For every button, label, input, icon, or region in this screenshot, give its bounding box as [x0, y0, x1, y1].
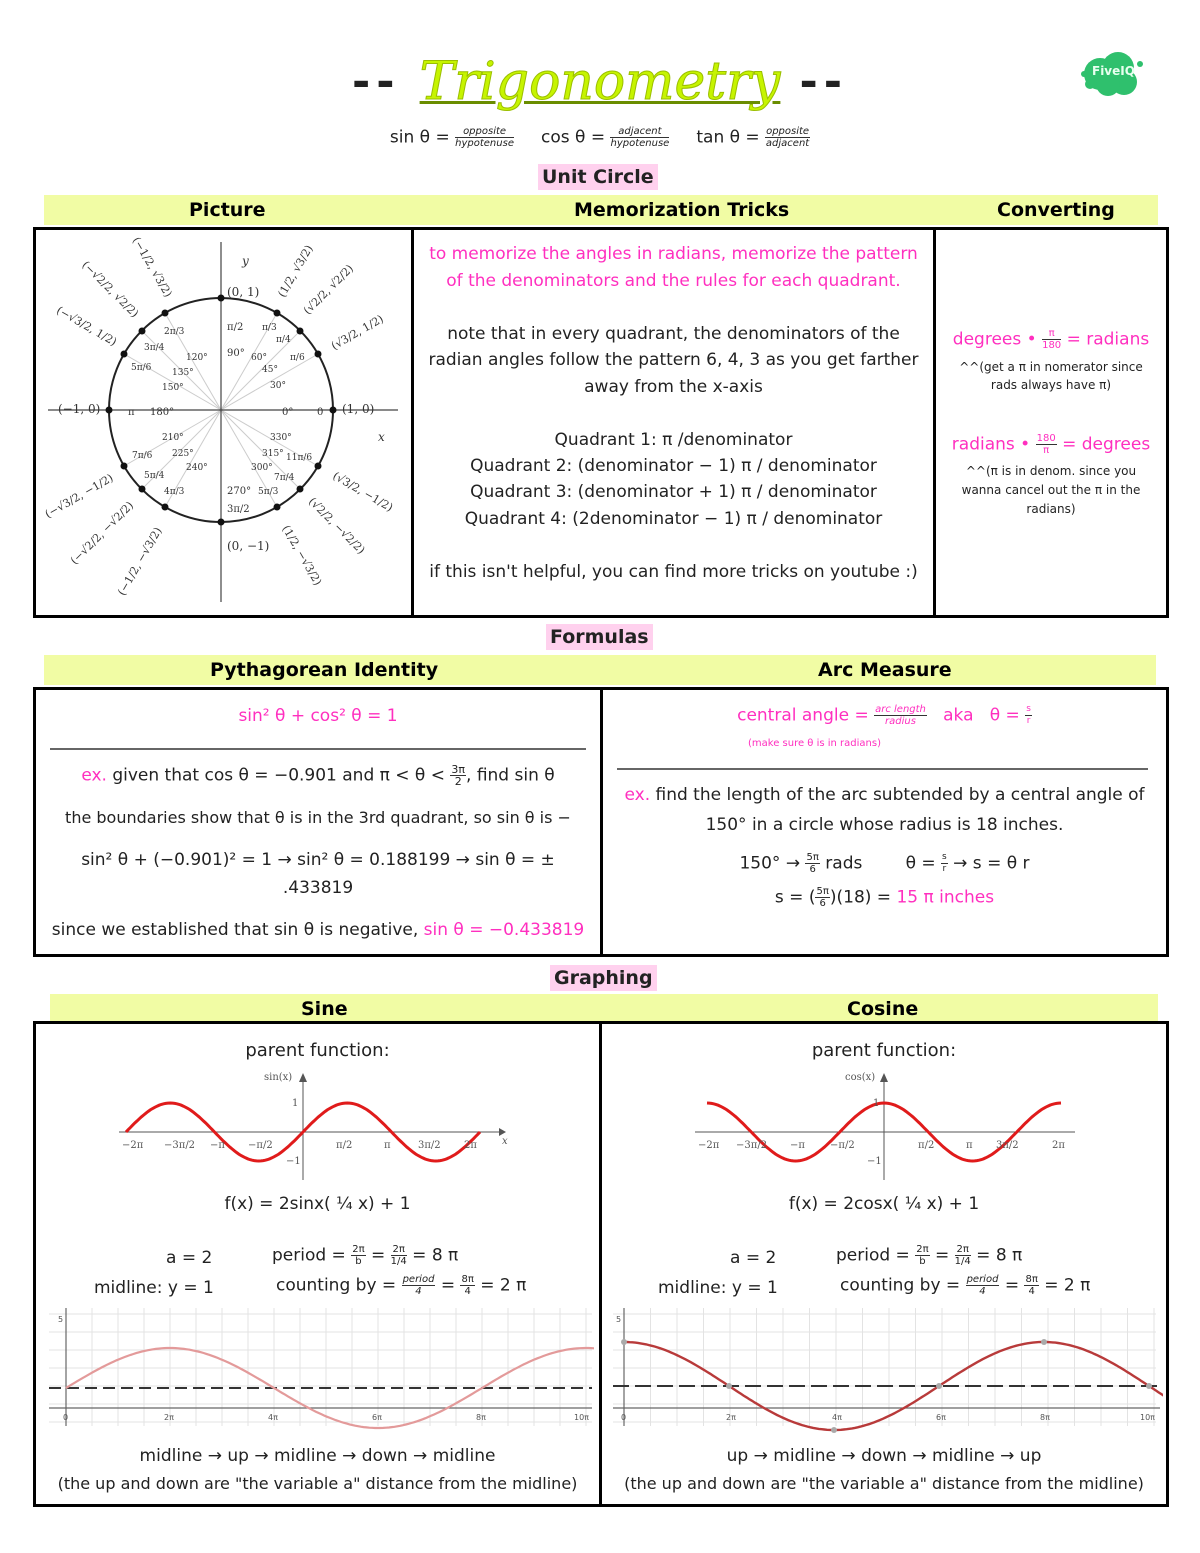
rad-5pi3-label: 5π/3 — [258, 487, 279, 497]
col-converting: Converting — [997, 199, 1115, 221]
sine-fn-label: sin(x) — [264, 1072, 293, 1083]
deg-to-rad-num: π — [1042, 328, 1061, 340]
cosine-period-n2: 2π — [956, 1244, 969, 1255]
tricks-intro-2: of the denominators and the rules for each quadrant. — [446, 271, 901, 291]
pyth-answer: sin θ = −0.433819 — [423, 920, 585, 940]
arc-conv-b: rads — [825, 853, 863, 874]
tan-den: adjacent — [765, 138, 810, 149]
sine-count-frac-2 — [460, 1274, 474, 1297]
tricks-note-3: away from the x-axis — [584, 377, 763, 397]
rad-pi2-label: π/2 — [227, 322, 244, 333]
converting-box — [933, 227, 1169, 618]
arc-calculation — [603, 886, 1166, 909]
title-dash-left: -- — [351, 56, 401, 108]
rad-7pi4-label: 7π/4 — [274, 473, 295, 483]
arc-theta-frac — [1025, 704, 1032, 727]
arc-conv-num: 5π — [806, 852, 819, 863]
tan-label: tan θ = — [696, 127, 760, 148]
sine-explain: (the up and down are "the variable a" distance from the midline) — [57, 1474, 578, 1493]
sine-t-tick-2: 4π — [268, 1413, 278, 1422]
coord-right: (1, 0) — [342, 402, 375, 416]
cosine-count-d2: 4 — [1028, 1286, 1035, 1297]
graphing-bar — [50, 994, 1158, 1024]
cosine-count-n1: period — [966, 1274, 999, 1285]
rad-5pi6-label: 5π/6 — [131, 363, 152, 373]
sine-period-b: = 8 π — [412, 1245, 459, 1266]
tricks-q4: Quadrant 4: (2denominator − 1) π / denominator — [464, 509, 883, 529]
point-0 — [330, 407, 337, 414]
cosine-explain: (the up and down are "the variable a" distance from the midline) — [624, 1474, 1144, 1493]
col-sine: Sine — [301, 998, 348, 1020]
graphing-heading: Graphing — [550, 965, 657, 991]
rad-to-deg-b: = degrees — [1062, 434, 1151, 455]
rad-to-deg-num: 180 — [1036, 433, 1056, 444]
col-arc-measure: Arc Measure — [818, 659, 952, 681]
arc-central-angle — [603, 704, 1166, 727]
sine-period-frac-1 — [351, 1244, 365, 1267]
convert-note-2c: radians) — [1026, 502, 1076, 516]
deg-60-label: 60° — [251, 353, 267, 363]
cosine-example: f(x) = 2cosx( ¼ x) + 1 — [788, 1194, 980, 1214]
deg-240-label: 240° — [186, 463, 208, 473]
sine-a: a = 2 — [166, 1248, 213, 1268]
sine-counting: counting by = $\frac{\text{period}}{4}$ = $\frac{8\pi}{4}$ = 2 π — [276, 1274, 527, 1297]
coord-30: (√3/2, 1/2) — [329, 312, 386, 353]
cosine-period-a: period = — [836, 1245, 910, 1266]
point-60 — [274, 310, 281, 317]
cosine-t-tick-0: 0 — [621, 1413, 627, 1422]
tricks-q3: Quadrant 3: (denominator + 1) π / denominator — [470, 482, 877, 502]
arc-calc-num: 5π — [816, 886, 829, 897]
pyth-ex-tail: , find sin θ — [466, 765, 555, 786]
cosine-y-arrow-icon — [880, 1073, 888, 1082]
cosine-pattern: up → midline → down → midline → up — [726, 1446, 1042, 1466]
cosine-count-b: = 2 π — [1044, 1275, 1091, 1296]
sine-box — [33, 1021, 602, 1507]
col-pythagorean: Pythagorean Identity — [210, 659, 439, 681]
pyth-line-5 — [36, 920, 600, 940]
col-picture: Picture — [189, 199, 266, 221]
cosine-tick-x-1: −3π/2 — [736, 1140, 768, 1151]
sine-count-frac-1 — [402, 1274, 436, 1297]
point-300 — [274, 504, 281, 511]
sine-axis-x: x — [502, 1136, 508, 1147]
arc-measure-box — [600, 687, 1169, 957]
cosine-period-frac-2 — [955, 1244, 971, 1267]
sine-count-n1: period — [402, 1274, 435, 1285]
cosine-parent-label: parent function: — [811, 1040, 957, 1061]
sine-example: f(x) = 2sinx( ¼ x) + 1 — [224, 1194, 411, 1214]
sin-num: opposite — [455, 126, 514, 138]
tricks-intro-1: to memorize the angles in radians, memorize the pattern — [429, 244, 918, 264]
arc-central-frac — [874, 704, 927, 727]
tricks-note-1: note that in every quadrant, the denominators of the — [447, 324, 900, 344]
cosine-tick-x-5: π — [966, 1140, 973, 1151]
pyth-ex-text: given that cos θ = −0.901 and π < θ < — [112, 765, 445, 786]
cosine-t-tick-5: 10π — [1140, 1413, 1155, 1422]
deg-90-label: 90° — [227, 348, 245, 359]
sine-t-tick-4: 8π — [476, 1413, 486, 1422]
deg-210-label: 210° — [162, 433, 184, 443]
rad-3pi2-label: 3π/2 — [227, 504, 250, 515]
sine-period-n1: 2π — [352, 1244, 365, 1255]
pyth-line-3: sin² θ + (−0.901)² = 1 → sin² θ = 0.188199 → sin θ = ± — [81, 850, 555, 870]
point-225 — [139, 486, 146, 493]
point-330 — [315, 463, 322, 470]
coord-330: (√3/2, −1/2) — [330, 469, 396, 515]
sine-period: period = $\frac{2\pi}{b}$ = $\frac{2\pi}{1/4}$ = 8 π — [272, 1244, 459, 1267]
cosine-key-point — [936, 1383, 942, 1389]
sine-y-arrow-icon — [299, 1073, 307, 1082]
convert-note-2a: ^^(π is in denom. since you — [965, 464, 1137, 478]
sine-tick-x-1: −3π/2 — [164, 1140, 196, 1151]
point-120 — [162, 310, 169, 317]
sine-count-b: = 2 π — [480, 1275, 527, 1296]
sine-tick-x-0: −2π — [122, 1140, 144, 1151]
coord-240: (−1/2, −√3/2) — [115, 525, 165, 598]
formulas-bar — [44, 655, 1156, 685]
deg-120-label: 120° — [186, 353, 208, 363]
tricks-outro: if this isn't helpful, you can find more tricks on youtube :) — [429, 562, 918, 582]
arc-theta-eq: θ = — [989, 705, 1020, 726]
sine-count-d2: 4 — [464, 1286, 471, 1297]
sine-count-n2: 8π — [461, 1274, 474, 1285]
point-150 — [121, 351, 128, 358]
rad-pi3-label: π/3 — [262, 323, 277, 333]
arc-formula: θ = — [905, 853, 936, 874]
cosine-period-n1: 2π — [916, 1244, 929, 1255]
sine-tick-x-5: π — [384, 1140, 391, 1151]
sine-period-n2: 2π — [392, 1244, 405, 1255]
coord-left: (−1, 0) — [58, 402, 101, 416]
cosine-period: period = $\frac{2\pi}{b}$ = $\frac{2\pi}{1/4}$ = 8 π — [836, 1244, 1023, 1267]
cosine-tick-x-0: −2π — [698, 1140, 720, 1151]
sine-x-arrow-icon — [499, 1128, 506, 1136]
arc-calc-den: 6 — [819, 898, 826, 909]
sine-period-d2: 1/4 — [390, 1256, 407, 1267]
arc-ex-text-1: find the length of the arc subtended by a central angle of — [655, 785, 1145, 805]
cosine-tick-x-3: −π/2 — [830, 1140, 855, 1151]
sine-t-tick-5: 10π — [574, 1413, 589, 1422]
point-180 — [106, 407, 113, 414]
rad-to-deg-a: radians • — [951, 434, 1031, 455]
cosine-count-frac-2 — [1024, 1274, 1038, 1297]
cosine-counting: counting by = $\frac{\text{period}}{4}$ = $\frac{8\pi}{4}$ = 2 π — [840, 1274, 1091, 1297]
cos-fraction — [610, 126, 669, 149]
arc-central-a: central angle = — [737, 705, 869, 726]
point-210 — [121, 463, 128, 470]
logo — [1078, 50, 1148, 98]
convert-note-2b: wanna cancel out the π in the — [961, 483, 1141, 497]
sine-tick-x-3: −π/2 — [248, 1140, 273, 1151]
pyth-identity: sin² θ + cos² θ = 1 — [238, 706, 398, 726]
rad-2pi3-label: 2π/3 — [164, 327, 185, 337]
coord-top: (0, 1) — [227, 285, 260, 299]
trig-ratios — [0, 126, 1200, 149]
cosine-key-point — [726, 1383, 732, 1389]
cosine-transformed-graph — [608, 1306, 1163, 1436]
sine-tick-x-4: π/2 — [336, 1140, 353, 1151]
cosine-t-tick-1: 2π — [726, 1413, 736, 1422]
x-axis-label: x — [378, 430, 385, 444]
arc-formula-b: → s = θ r — [953, 853, 1030, 874]
pyth-ex-frac — [450, 764, 466, 787]
tan-num: opposite — [766, 126, 810, 137]
point-315 — [297, 486, 304, 493]
arc-central-num: arc length — [875, 704, 926, 715]
deg-to-rad-b: = radians — [1066, 329, 1150, 350]
rad-0-label: 0 — [317, 407, 324, 418]
coord-210: (−√3/2, −1/2) — [42, 471, 116, 521]
cos-den: hypotenuse — [610, 138, 670, 149]
sin-label: sin θ = — [389, 127, 450, 148]
sine-t-tick-1: 2π — [164, 1413, 174, 1422]
cosine-tick-1: 1 — [873, 1098, 880, 1109]
arc-calc-b: )(18) = — [829, 887, 892, 908]
coord-225: (−√2/2, −√2/2) — [67, 498, 137, 568]
cosine-count-a: counting by = — [840, 1275, 961, 1296]
arc-conv-a: 150° → — [739, 853, 801, 874]
sine-t-y-tick: 5 — [58, 1315, 64, 1324]
rad-to-deg-frac — [1036, 433, 1057, 456]
sine-period-d1: b — [355, 1256, 362, 1267]
arc-note: (make sure θ is in radians) — [747, 738, 881, 749]
sine-count-a: counting by = — [276, 1275, 397, 1296]
rad-11pi6-label: 11π/6 — [286, 453, 313, 463]
cosine-tick-m1: −1 — [867, 1156, 882, 1167]
deg-to-rad-a: degrees • — [952, 329, 1037, 350]
sine-tick-m1: −1 — [286, 1156, 301, 1167]
sine-transformed-graph — [44, 1306, 594, 1436]
arc-example-1 — [603, 785, 1166, 805]
coord-120: (−1/2, √3/2) — [129, 234, 175, 300]
deg-150-label: 150° — [162, 383, 184, 393]
pyth-example — [36, 764, 600, 787]
tricks-q2: Quadrant 2: (denominator − 1) π / denominator — [470, 456, 877, 476]
arc-example-2: 150° in a circle whose radius is 18 inches. — [705, 815, 1064, 835]
rad-7pi6-label: 7π/6 — [132, 451, 153, 461]
arc-conversion — [603, 852, 1166, 875]
arc-divider — [617, 768, 1148, 770]
point-240 — [162, 504, 169, 511]
arc-conv-frac — [805, 852, 819, 875]
sin-fraction — [455, 126, 514, 149]
rad-4pi3-label: 4π/3 — [164, 487, 185, 497]
pythagorean-box — [33, 687, 603, 957]
coord-60: (1/2, √3/2) — [275, 242, 316, 300]
arc-calc-frac — [815, 886, 829, 909]
coord-45: (√2/2, √2/2) — [300, 261, 357, 318]
cosine-period-d1: b — [919, 1256, 926, 1267]
arc-central-den: radius — [885, 716, 916, 727]
pyth-ex-num: 3π — [451, 763, 466, 776]
sine-t-tick-0: 0 — [63, 1413, 69, 1422]
tan-fraction — [765, 126, 810, 149]
coord-bottom: (0, −1) — [227, 539, 270, 553]
sine-t-tick-3: 6π — [372, 1413, 382, 1422]
sine-tick-1: 1 — [292, 1098, 299, 1109]
sine-midline: midline: y = 1 — [94, 1278, 214, 1298]
unit-circle-heading: Unit Circle — [538, 164, 658, 190]
arc-formula-den: r — [942, 864, 947, 874]
cosine-period-frac-1 — [915, 1244, 929, 1267]
arc-calc-a: s = ( — [774, 887, 816, 908]
cosine-t-tick-2: 4π — [832, 1413, 842, 1422]
rad-pi4-label: π/4 — [276, 335, 291, 345]
deg-30-label: 30° — [270, 381, 286, 391]
title-dash-right: -- — [799, 56, 849, 108]
coord-300: (1/2, −√3/2) — [279, 523, 325, 588]
formulas-heading: Formulas — [546, 624, 653, 650]
cosine-box — [599, 1021, 1169, 1507]
unit-circle-diagram — [36, 230, 411, 615]
convert-note-1b: rads always have π) — [990, 378, 1112, 392]
unit-circle-picture-box — [33, 227, 414, 618]
pyth-ex-label: ex. — [81, 765, 107, 786]
cosine-tick-x-6: 3π/2 — [996, 1140, 1019, 1151]
rad-pi6-label: π/6 — [290, 353, 305, 363]
cosine-tick-x-2: −π — [790, 1140, 805, 1151]
cosine-fn-label: cos(x) — [845, 1072, 876, 1083]
cosine-a: a = 2 — [730, 1248, 777, 1268]
deg-330-label: 330° — [270, 433, 292, 443]
deg-to-rad-frac — [1042, 328, 1061, 351]
cosine-count-d1: 4 — [979, 1286, 986, 1297]
cosine-key-point — [1146, 1383, 1152, 1389]
cosine-count-frac-1 — [966, 1274, 1000, 1297]
title-row — [0, 52, 1200, 122]
deg-270-label: 270° — [227, 486, 252, 497]
arc-result: 15 π inches — [896, 887, 995, 908]
arc-theta-den: r — [1026, 716, 1031, 726]
arc-ex-label: ex. — [624, 785, 651, 805]
cosine-tick-x-4: π/2 — [918, 1140, 935, 1151]
point-30 — [315, 351, 322, 358]
convert-note-1a: ^^(get a π in nomerator since — [959, 360, 1143, 374]
point-45 — [297, 328, 304, 335]
cosine-t-tick-4: 8π — [1040, 1413, 1050, 1422]
cosine-count-n2: 8π — [1025, 1274, 1038, 1285]
page-title: Trigonometry — [419, 52, 781, 112]
rad-3pi4-label: 3π/4 — [144, 343, 165, 353]
logo-text: FiveIQ — [1092, 64, 1135, 78]
pyth-line-5a: since we established that sin θ is negative, — [51, 920, 419, 940]
arc-conv-den: 6 — [809, 864, 816, 875]
cosine-t-tick-3: 6π — [936, 1413, 946, 1422]
cos-label: cos θ = — [541, 127, 606, 148]
point-270 — [218, 519, 225, 526]
cosine-key-point — [831, 1427, 837, 1433]
coord-315: (√2/2, −√2/2) — [305, 494, 368, 557]
coord-150: (−√3/2, 1/2) — [54, 303, 119, 349]
sin-den: hypotenuse — [455, 138, 514, 149]
sine-parent-label: parent function: — [245, 1040, 390, 1061]
y-axis-label: y — [242, 254, 249, 268]
cosine-midline: midline: y = 1 — [658, 1278, 778, 1298]
deg-180-label: 180° — [150, 407, 175, 418]
arc-theta-num: s — [1026, 704, 1031, 714]
cosine-key-point — [621, 1339, 627, 1345]
tricks-q1: Quadrant 1: π /denominator — [554, 430, 793, 450]
cosine-parent-graph — [690, 1068, 1090, 1188]
sine-tick-x-2: −π — [210, 1140, 225, 1151]
cosine-period-d2: 1/4 — [954, 1256, 971, 1267]
point-90 — [218, 295, 225, 302]
memorization-box — [411, 227, 936, 618]
cosine-t-y-tick: 5 — [616, 1315, 622, 1324]
sine-count-d1: 4 — [415, 1286, 422, 1297]
pyth-line-4: .433819 — [282, 878, 354, 898]
deg-to-rad — [936, 328, 1166, 351]
rad-5pi4-label: 5π/4 — [144, 471, 165, 481]
sine-tick-x-6: 3π/2 — [418, 1140, 441, 1151]
rad-pi-label: π — [128, 407, 135, 418]
unit-circle-bar — [44, 195, 1158, 225]
deg-225-label: 225° — [172, 449, 194, 459]
pyth-ex-den: 2 — [454, 775, 462, 788]
rad-to-deg-den: π — [1043, 445, 1050, 456]
sine-period-frac-2 — [391, 1244, 407, 1267]
sine-period-a: period = — [272, 1245, 346, 1266]
deg-300-label: 300° — [251, 463, 273, 473]
rad-to-deg — [936, 433, 1166, 456]
coord-135: (−√2/2, √2/2) — [79, 258, 142, 321]
arc-formula-frac — [941, 852, 948, 875]
arc-aka: aka — [943, 705, 974, 726]
pyth-line-2: the boundaries show that θ is in the 3rd quadrant, so sin θ is − — [65, 808, 571, 827]
col-tricks: Memorization Tricks — [574, 199, 790, 221]
point-135 — [139, 328, 146, 335]
cosine-period-b: = 8 π — [976, 1245, 1023, 1266]
cos-num: adjacent — [610, 126, 669, 138]
deg-135-label: 135° — [172, 368, 194, 378]
arc-formula-num: s — [942, 852, 947, 862]
sine-parent-graph — [114, 1068, 514, 1188]
col-cosine: Cosine — [847, 998, 919, 1020]
cosine-key-point — [1041, 1339, 1047, 1345]
deg-315-label: 315° — [262, 449, 284, 459]
cosine-tick-x-7: 2π — [1052, 1140, 1065, 1151]
sine-tick-x-7: 2π — [464, 1140, 477, 1151]
sine-pattern: midline → up → midline → down → midline — [139, 1446, 496, 1466]
tricks-note-2: radian angles follow the pattern 6, 4, 3 as you get farther — [428, 350, 919, 370]
deg-45-label: 45° — [262, 365, 278, 375]
deg-to-rad-den: 180 — [1042, 340, 1062, 351]
deg-0-label: 0° — [282, 407, 294, 418]
